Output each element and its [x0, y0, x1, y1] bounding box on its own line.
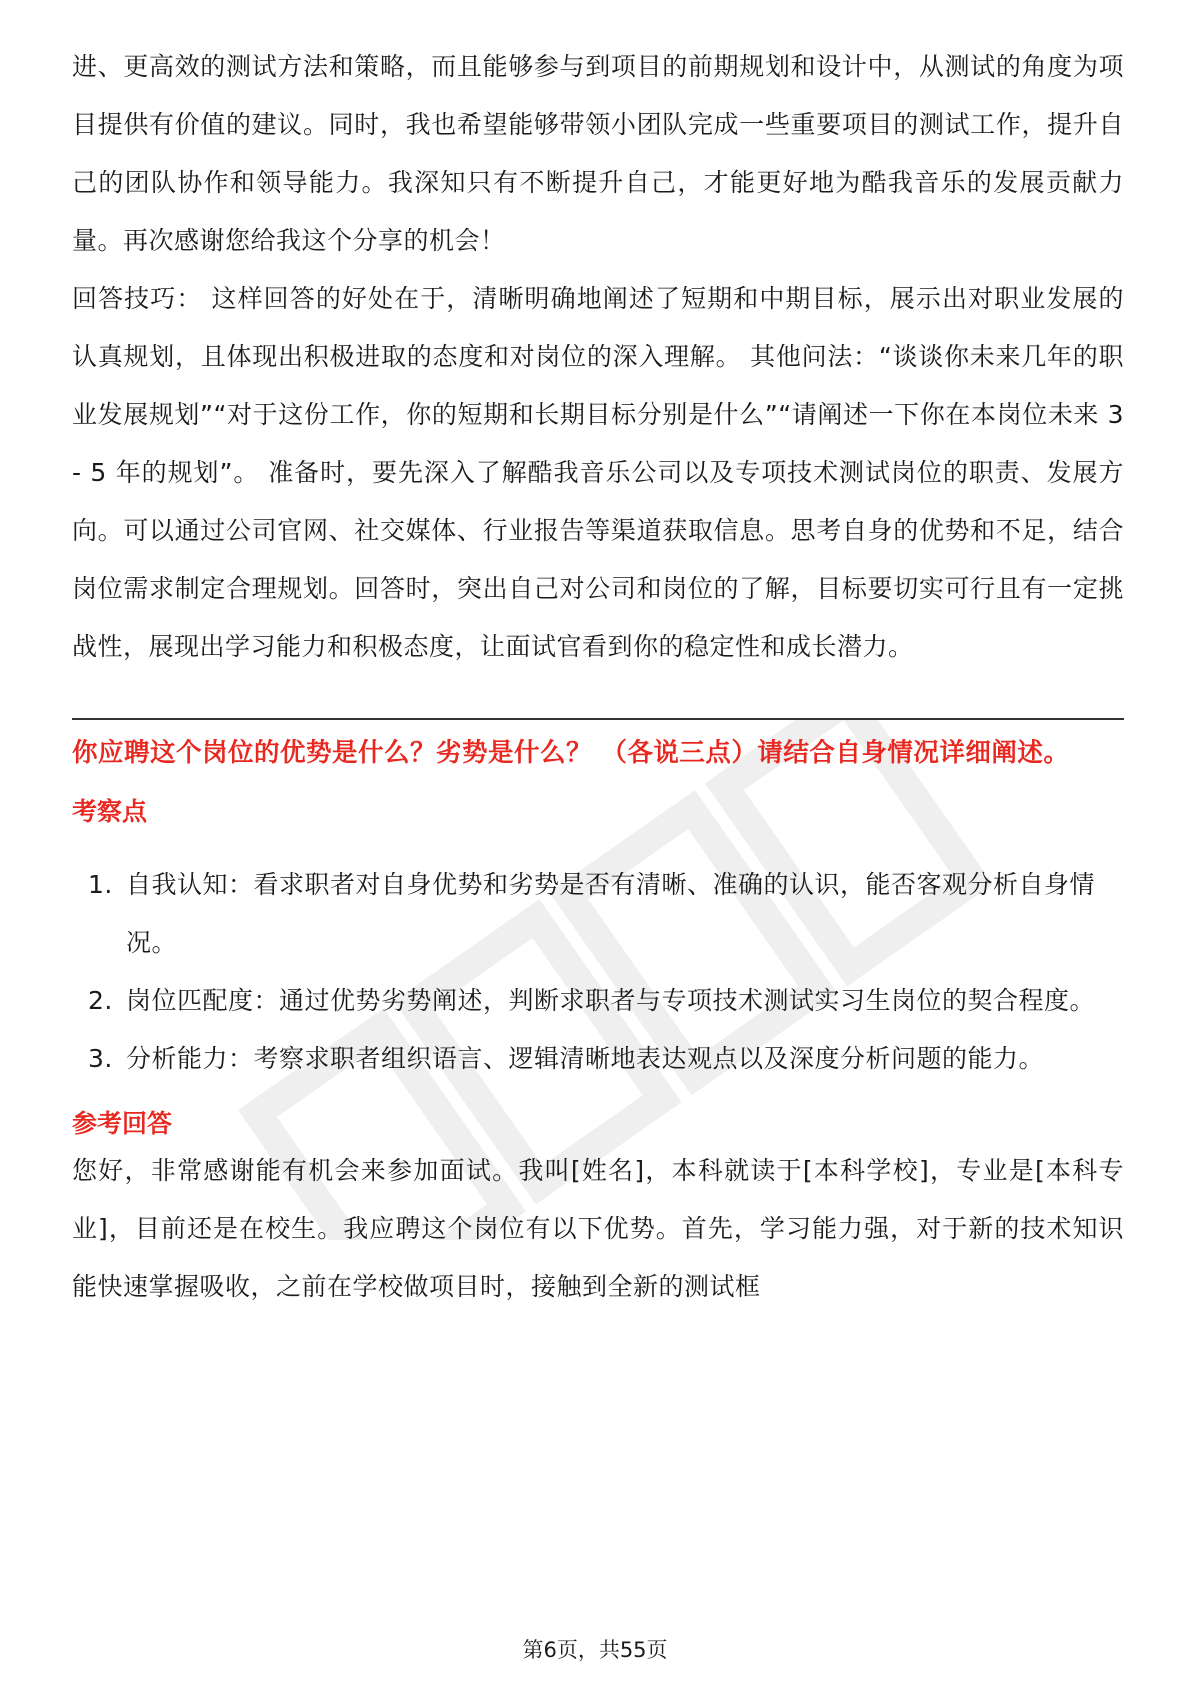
list-item	[72, 972, 1124, 1030]
page-footer: 第6页，共55页	[522, 1638, 668, 1662]
examine-heading: 考察点	[72, 797, 148, 826]
list-item-text: 分析能力：考察求职者组织语言、逻辑清晰地表达观点以及深度分析问题的能力。	[126, 1044, 1045, 1073]
list-item	[72, 856, 1124, 972]
list-item-number: 1.	[88, 870, 113, 899]
examine-list	[72, 856, 1124, 1088]
list-item-text: 岗位匹配度：通过优势劣势阐述，判断求职者与专项技术测试实习生岗位的契合程度。	[126, 986, 1096, 1015]
reference-heading: 参考回答	[72, 1109, 173, 1138]
intro-paragraph: 进、更高效的测试方法和策略，而且能够参与到项目的前期规划和设计中，从测试的角度为项目提供有价值的建议。同时，我也希望能够带领小团队完成一些重要项目的测试工作，提升自己的团队协作和领导能力。我深知只有不断提升自己，才能更好地为酷我音乐的发展贡献力量。再次感谢您给我这个分享的机会！	[72, 52, 1124, 255]
document-page	[72, 38, 1124, 1316]
list-item-text: 自我认知：看求职者对自身优势和劣势是否有清晰、准确的认识，能否客观分析自身情况。	[126, 870, 1096, 957]
tips-paragraph: 回答技巧： 这样回答的好处在于，清晰明确地阐述了短期和中期目标，展示出对职业发展的认真规划，且体现出积极进取的态度和对岗位的深入理解。 其他问法：“谈谈你未来几年的职业发展规划”“对于这份工作，你的短期和长期目标分别是什么”“请阐述一下你在本岗位未来 3 - 5 年的规划”。 准备时，要先深入了解酷我音乐公司以及专项技术测试岗位的职责、发展方向。可以通过公司官网、社交媒体、行业报告等渠道获取信息。思考自身的优势和不足，结合岗位需求制定合理规划。回答时，突出自己对公司和岗位的了解，目标要切实可行且有一定挑战性，展现出学习能力和积极态度，让面试官看到你的稳定性和成长潜力。	[72, 284, 1124, 661]
section-divider	[72, 718, 1124, 720]
list-item-number: 3.	[88, 1044, 113, 1073]
list-item	[72, 1030, 1124, 1088]
reference-paragraph: 您好，非常感谢能有机会来参加面试。我叫[姓名]，本科就读于[本科学校]，专业是[本科专业]，目前还是在校生。我应聘这个岗位有以下优势。首先，学习能力强，对于新的技术知识能快速掌握吸收，之前在学校做项目时，接触到全新的测试框	[72, 1156, 1124, 1301]
question-title: 你应聘这个岗位的优势是什么？劣势是什么？ （各说三点）请结合自身情况详细阐述。	[72, 738, 1070, 768]
list-item-number: 2.	[88, 986, 113, 1015]
